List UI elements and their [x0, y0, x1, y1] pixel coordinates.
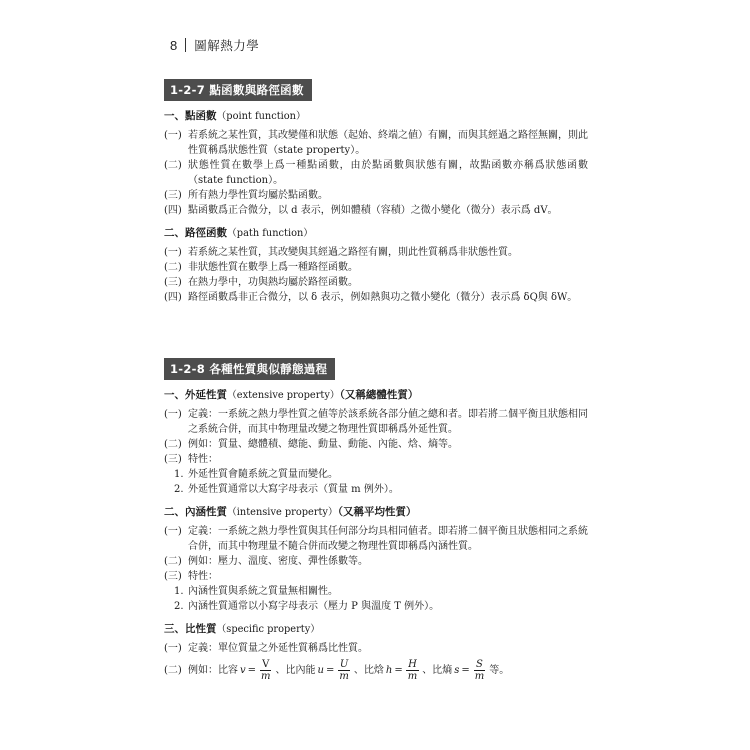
specific-enthalpy-fraction: $\frac{H}{m}$: [407, 659, 418, 682]
path-item-1: (一) 若系統之某性質，其改變與其經過之路徑有關，則此性質稱爲非狀態性質。: [164, 247, 518, 258]
point-item-2: (二) 狀態性質在數學上爲一種點函數，由於點函數與狀態有關，故點函數亦稱爲狀態函數（state function）。: [164, 160, 588, 186]
book-title: 圖解熱力學: [194, 38, 260, 53]
intensive-subitem-1: 1. 內涵性質與系統之質量無相關性。: [174, 586, 338, 597]
section-title-1-2-8: 1-2-8 各種性質與似靜態過程: [164, 358, 335, 380]
extensive-item-3: (三) 特性：: [164, 454, 218, 465]
page-number: 8: [170, 37, 178, 53]
specific-formulas: 例如：比容 v = $\frac{V}{m}$ 、比內能 u = $\frac{U}{m}$ 、比焓 h = $\frac{H}{m}$ 、比熵 s = $\frac{S}{m}$ 等。: [188, 659, 510, 682]
point-item-1: (一) 若系統之某性質，其改變僅和狀態（起始、終端之値）有關，而與其經過之路徑無關，則此性質稱爲狀態性質（state property）。: [164, 130, 588, 156]
extensive-item-2: (二) 例如：質量、總體積、總能、動量、動能、內能、焓、熵等。: [164, 439, 458, 450]
extensive-subitem-2: 2. 外延性質通常以大寫字母表示（質量 m 例外）。: [174, 484, 399, 495]
header-divider: [185, 38, 186, 52]
section-title-1-2-7: 1-2-7 點函數與路徑函數: [164, 79, 312, 101]
specific-volume-fraction: $\frac{V}{m}$: [261, 659, 271, 682]
specific-property-heading: 三、比性質（specific property）: [164, 623, 321, 635]
intensive-item-3: (三) 特性：: [164, 571, 218, 582]
intensive-property-heading: 二、內涵性質（intensive property）（又稱平均性質）: [164, 506, 417, 518]
path-function-heading: 二、路徑函數（path function）: [164, 227, 314, 239]
point-item-3: (三) 所有熱力學性質均屬於點函數。: [164, 190, 328, 201]
specific-item-1: (一) 定義：單位質量之外延性質稱爲比性質。: [164, 643, 368, 654]
intensive-subitem-2: 2. 內涵性質通常以小寫字母表示（壓力 P 與溫度 T 例外）。: [174, 601, 440, 612]
page-header: [170, 36, 259, 54]
extensive-item-1: (一) 定義：一系統之熱力學性質之値等於該系統各部分値之總和者。即若將二個平衡且狀態相同之系統合併，而其中物理量改變之物理性質即稱爲外延性質。: [164, 409, 588, 435]
specific-internal-energy-fraction: $\frac{U}{m}$: [339, 659, 349, 682]
intensive-item-2: (二) 例如：壓力、溫度、密度、彈性係數等。: [164, 556, 368, 567]
intensive-item-1: (一) 定義：一系統之熱力學性質與其任何部分均具相同値者。即若將二個平衡且狀態相同之系統合併，而其中物理量不隨合併而改變之物理性質即稱爲內涵性質。: [164, 526, 588, 552]
path-item-2: (二) 非狀態性質在數學上爲一種路徑函數。: [164, 262, 358, 273]
point-function-heading: 一、點函數（point function）: [164, 110, 306, 122]
path-item-3: (三) 在熱力學中，功與熱均屬於路徑函數。: [164, 277, 358, 288]
point-item-4: (四) 點函數爲正合微分，以 d 表示，例如體積（容積）之微小變化（微分）表示爲 dV。: [164, 205, 558, 216]
section-1-2-8-body: [164, 387, 588, 682]
extensive-property-heading: 一、外延性質（extensive property）（又稱總體性質）: [164, 389, 419, 401]
path-item-4: (四) 路徑函數爲非正合微分，以 δ 表示，例如熱與功之微小變化（微分）表示爲 δQ與 δW。: [164, 292, 578, 303]
specific-item-2: (二) 例如：比容 v = $\frac{V}{m}$ 、比內能 u = $\frac{U}{m}$ 、比焓 h = $\frac{H}{m}$ 、比熵 s = $\frac{S}{m}$ 等。: [164, 659, 510, 682]
section-1-2-7-body: [164, 108, 588, 305]
extensive-subitem-1: 1. 外延性質會隨系統之質量而變化。: [174, 469, 338, 480]
specific-entropy-fraction: $\frac{S}{m}$: [474, 659, 485, 682]
